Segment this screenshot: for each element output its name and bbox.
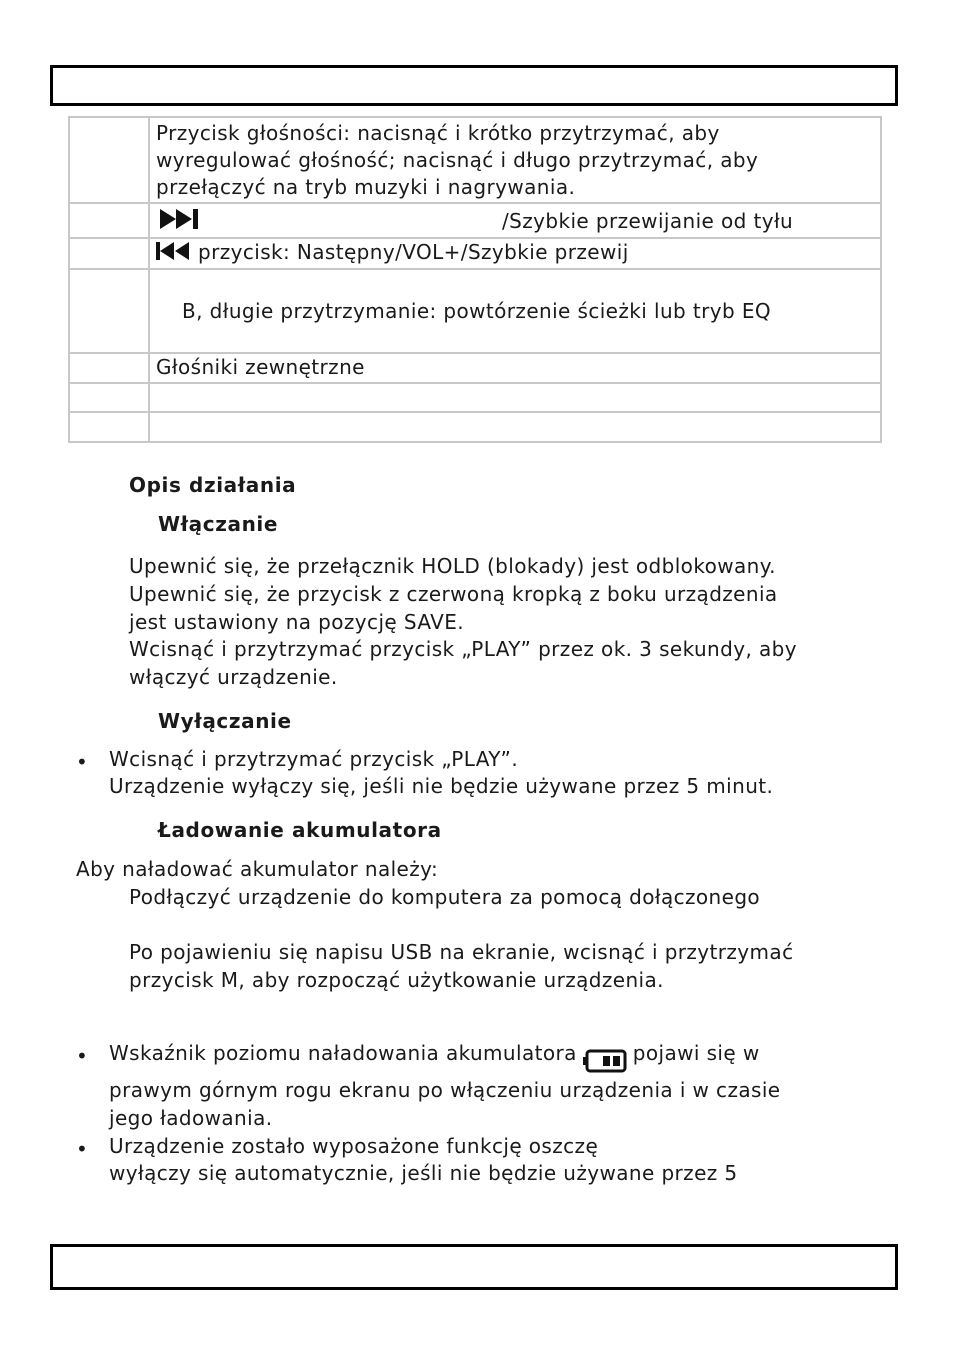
description-text: B, długie przytrzymanie: powtórzenie ścieżki lub tryb EQ [182,298,772,323]
row-number-cell [69,412,149,442]
description-cell [149,238,881,269]
table-row [69,383,881,412]
charging-step: Podłączyć urządzenie do komputera za pomocą dołączonego [129,885,761,909]
description-cell [149,383,881,412]
battery-indicator-line: prawym górnym rogu ekranu po włączeniu urządzenia i w czasie [109,1078,781,1102]
power-on-line: włączyć urządzenie. [129,665,338,689]
header-frame [50,65,898,106]
charging-step: przycisk M, aby rozpocząć użytkowanie urządzenia. [129,968,664,992]
power-on-line: jest ustawiony na pozycję SAVE. [129,610,465,634]
fast-forward-icon [160,209,206,236]
row-number-cell [69,269,149,353]
bullet-marker: • [76,1137,88,1161]
charging-intro: Aby naładować akumulator należy: [76,857,439,881]
description-cell: Głośniki zewnętrzne [149,353,881,383]
power-saving-line: wyłączy się automatycznie, jeśli nie będzie używane przez 5 [109,1161,738,1185]
power-on-line: Wcisnąć i przytrzymać przycisk „PLAY” przez ok. 3 sekundy, aby [129,637,797,661]
charging-heading: Ładowanie akumulatora [158,818,442,842]
description-line: Przycisk głośności: nacisnąć i krótko przytrzymać, aby [156,121,720,145]
description-cell [149,117,881,203]
description-line: wyregulować głośność; nacisnąć i długo przytrzymać, aby [156,148,759,172]
power-on-heading: Włączanie [158,512,279,536]
description-cell [149,203,881,238]
footer-frame [50,1244,898,1290]
charging-step: Po pojawieniu się napisu USB na ekranie, wcisnąć i przytrzymać [129,940,794,964]
table-row [69,238,881,269]
skip-back-icon [156,240,190,267]
row-number-cell [69,117,149,203]
battery-text-post: pojawi się w [632,1041,760,1065]
section-title: Opis działania [129,473,297,497]
row-number-cell [69,353,149,383]
row-number-cell [69,383,149,412]
battery-icon [583,1044,627,1066]
battery-indicator-line [109,1041,760,1066]
description-cell [149,412,881,442]
bullet-marker: • [76,750,88,774]
description-text: /Szybkie przewijanie od tyłu [502,209,794,233]
row-number-cell [69,203,149,238]
table-row [69,117,881,203]
battery-text-pre: Wskaźnik poziomu naładowania akumulatora [109,1041,577,1065]
table-row [69,269,881,353]
table-row [69,353,881,383]
battery-indicator-line: jego ładowania. [109,1106,273,1130]
power-off-line: Wcisnąć i przytrzymać przycisk „PLAY”. [109,747,519,771]
description-cell [149,269,881,353]
button-description-table [68,116,882,443]
description-text: przycisk: Następny/VOL+/Szybkie przewij [198,240,629,264]
power-off-line: Urządzenie wyłączy się, jeśli nie będzie używane przez 5 minut. [109,774,774,798]
description-line: przełączyć na tryb muzyki i nagrywania. [156,175,576,199]
power-saving-line: Urządzenie zostało wyposażone funkcję oszczę [109,1134,599,1158]
power-on-line: Upewnić się, że przełącznik HOLD (blokady) jest odblokowany. [129,554,776,578]
row-number-cell [69,238,149,269]
table-row [69,412,881,442]
power-off-heading: Wyłączanie [158,709,292,733]
bullet-marker: • [76,1044,88,1068]
power-on-line: Upewnić się, że przycisk z czerwoną kropką z boku urządzenia [129,582,778,606]
table-row [69,203,881,238]
